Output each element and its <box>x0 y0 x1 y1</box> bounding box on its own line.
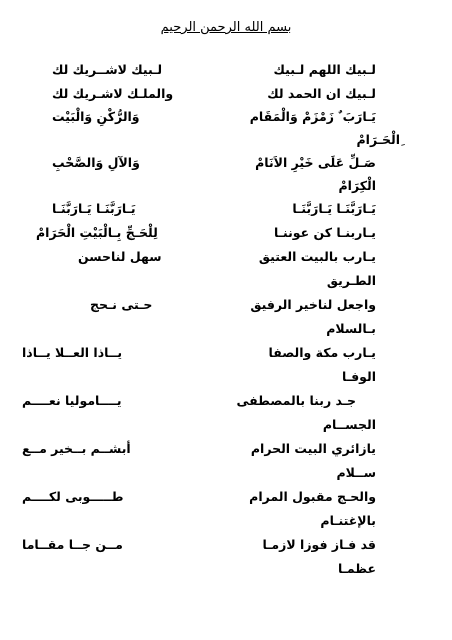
verse-left-hemistich: وَالرُّكْنِ وَالْبَيْت <box>52 109 140 124</box>
verse-right-hemistich: قد فـاز فوزا لازمـا <box>262 537 376 552</box>
verse-right-hemistich: لـبيك اللهم لـبيك <box>273 62 376 77</box>
verse-wrap-text: الطـريق <box>326 273 376 288</box>
verse-wrap-line <box>0 369 452 391</box>
verse-line <box>0 489 452 511</box>
verse-left-hemistich: حـتى نـحج <box>90 297 153 312</box>
verse-line <box>0 62 452 84</box>
verse-wrap-text: ِالْحَـرَامْ <box>356 132 400 147</box>
verse-wrap-text: الجســام <box>322 417 376 432</box>
verse-left-hemistich: يَـارَبَّنَـا يَـارَبَّنَـا <box>52 201 136 216</box>
verse-right-hemistich: واجعل لناخير الرفيق <box>250 297 376 312</box>
verse-left-hemistich: لِلْحَـجِّ بِـالْبَيْتِ الْحَرَامْ <box>36 225 158 240</box>
verse-left-hemistich: أبشــم بــخير مــع <box>22 441 131 456</box>
verse-wrap-text: الْكِرَامْ <box>338 178 376 193</box>
verse-line <box>0 225 452 247</box>
verse-wrap-text: بـالسلام <box>326 321 376 336</box>
verse-wrap-line <box>0 132 452 154</box>
verse-right-hemistich: يـاربنـا كن عوننـا <box>274 225 376 240</box>
verse-line <box>0 393 452 415</box>
verse-right-hemistich: جـد ربنا بالمصطفى <box>236 393 356 408</box>
verse-line <box>0 345 452 367</box>
verse-left-hemistich: وَالآلِ وَالصَّحْبِ <box>52 155 140 170</box>
verse-left-hemistich: سهل لناحسن <box>78 249 162 264</box>
verse-line <box>0 109 452 131</box>
verse-wrap-line <box>0 273 452 295</box>
verse-right-hemistich: يازائري البيت الحرام <box>250 441 376 456</box>
verse-right-hemistich: يَـارَبَ ٌ زَمْزَمْ وَالْمَقَام <box>249 109 376 124</box>
verse-wrap-text: ســلام <box>336 465 376 480</box>
verse-right-hemistich: صَـلِّ عَلَى خَيْرِ الاَنَامْ <box>255 155 376 170</box>
verse-line <box>0 441 452 463</box>
verse-line <box>0 201 452 223</box>
verse-wrap-line <box>0 513 452 535</box>
verse-wrap-text: الوفـا <box>342 369 376 384</box>
verse-left-hemistich: مــن جــا مقــاما <box>22 537 123 552</box>
verse-wrap-line <box>0 178 452 200</box>
verse-line <box>0 297 452 319</box>
verse-line <box>0 86 452 108</box>
verse-wrap-text: بالإغتنـام <box>320 513 376 528</box>
verse-wrap-line <box>0 321 452 343</box>
verse-wrap-line <box>0 465 452 487</box>
verse-right-hemistich: لـبيك ان الحمد لك <box>267 86 376 101</box>
verse-line <box>0 155 452 177</box>
verse-line <box>0 537 452 559</box>
document-title: بسم الله الرحمن الرحيم <box>160 20 292 35</box>
verse-wrap-line <box>0 417 452 439</box>
verse-left-hemistich: لـبيك لاشــريك لك <box>52 62 163 77</box>
verse-right-hemistich: يـارب بالبيت العتيق <box>258 249 376 264</box>
verse-left-hemistich: طـــــوبى لكــــم <box>22 489 124 504</box>
verse-right-hemistich: يَـارَبَّنَـا يَـارَبَّنَـا <box>292 201 376 216</box>
verse-left-hemistich: يــاذا العــلا يــاذا <box>22 345 123 360</box>
verse-wrap-line <box>0 561 452 583</box>
verse-right-hemistich: يـارب مكة والصفا <box>268 345 376 360</box>
verse-right-hemistich: والحـج مقبول المرام <box>249 489 376 504</box>
verse-wrap-text: عظمـا <box>337 561 376 576</box>
verse-line <box>0 249 452 271</box>
verse-left-hemistich: والملـك لاشـريك لك <box>52 86 174 101</box>
verse-left-hemistich: يــــاموليا نعــــم <box>22 393 122 408</box>
